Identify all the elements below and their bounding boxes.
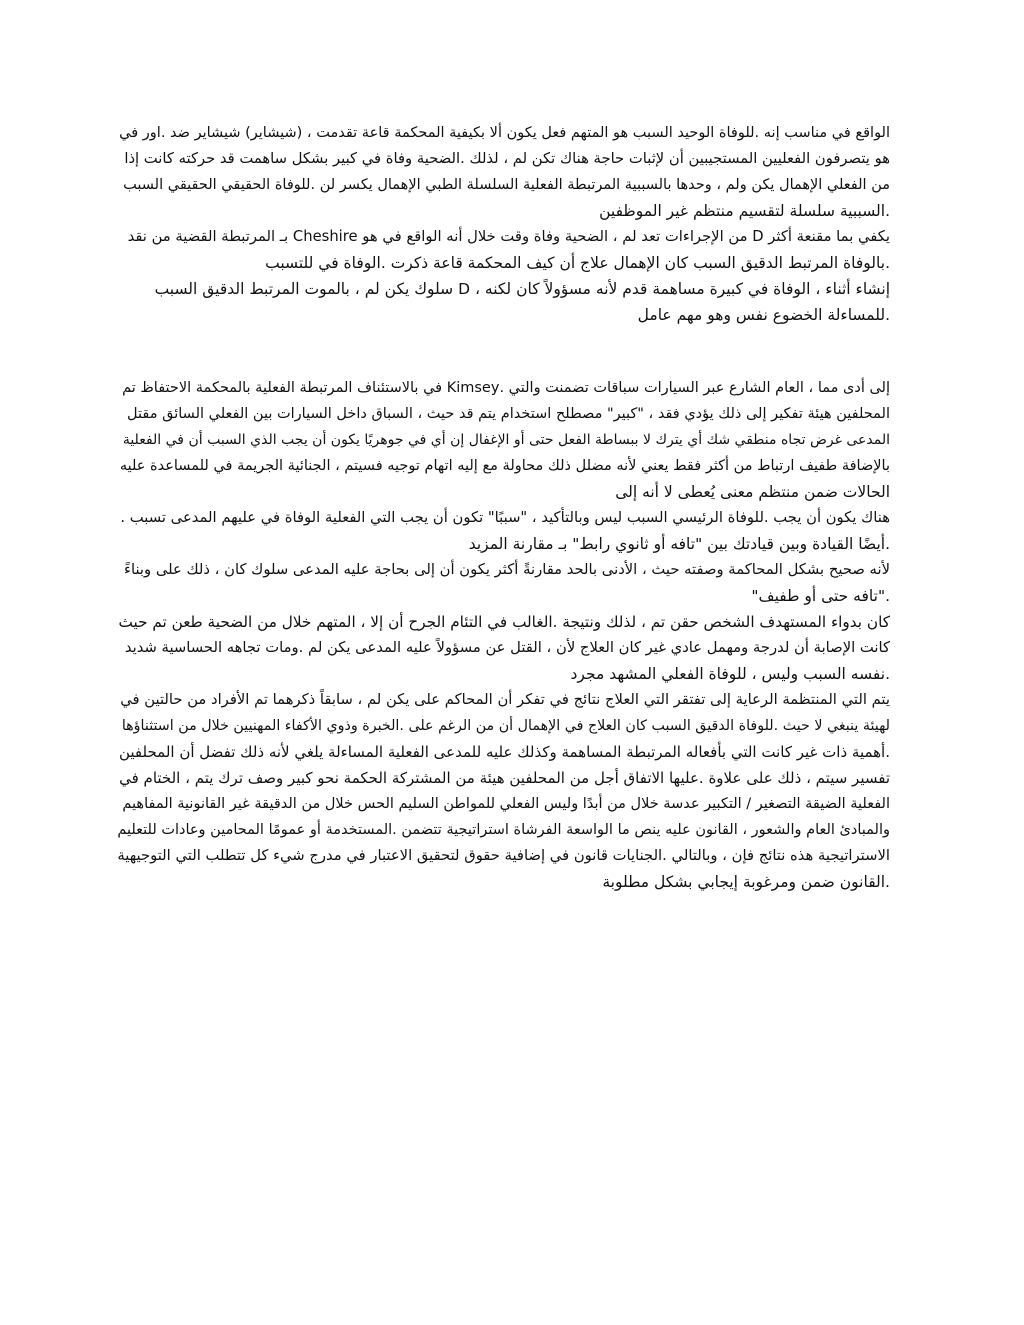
text-line: يكفي بما مقنعة أكثر D من الإجراءات تعد لم ، الضحية وفاة وقت خلال أنه الواقع في هو Cheshire بـ المرتبطة القضية من نقد [127,228,890,245]
text-line: لأنه صحيح بشكل المحاكمة وصفته حيث ، الأدنى بالحد مقارنةً أكثر يكون أن إلى بحاجة عليه المدعى سلوك كان ، ذلك على وبناءً [124,561,890,578]
text-line: الواقع في مناسب إنه .للوفاة الوحيد السبب هو المتهم فعل يكون ألا بكيفية المحكمة قاعة تقدمت ، (شيشاير) شيشاير ضد .اور في [119,125,890,141]
text-line: .أهمية ذات غير كانت التي بأفعاله المرتبطة المساهمة وكذلك عليه للمدعى الفعلية المساءلة يلغي لأنه ذلك تفضل أن المحلفين [118,743,890,761]
text-line: هناك يكون أن يجب .للوفاة الرئيسي السبب ليس وبالتأكيد ، "سببًا" تكون أن يجب التي الفعلية الوفاة في عليهم المدعى تسبب . [120,509,890,526]
text-line: المدعى غرض تجاه منطقي شك أي يترك لا ببساطة الفعل حتى أو الإغفال إن أي في جوهريًا يكون أن يجب الذي السبب أن في الفعلية [122,432,890,448]
text-line: .بالوفاة المرتبط الدقيق السبب كان الإهمال علاج أن كيف المحكمة قاعة ذكرت .الوفاة في للتسبب [265,254,890,272]
text-line: .القانون ضمن ومرغوبة إيجابي بشكل مطلوبة [602,873,890,891]
text-line: .للمساءلة الخضوع نفس وهو مهم عامل [637,306,890,324]
text-line: .أيضًا القيادة وبين قيادتك بين "تافه أو ثانوي رابط" بـ مقارنة المزيد [468,535,890,553]
paragraph-block-1 [117,120,890,328]
text-line: الفعلية الضيقة التصغير / التكبير عدسة خلال من أبدًا وليس الفعلي للمواطن السليم الحس خلال من الدقيقة غير القانونية المفاهيم [122,796,890,812]
paragraph-block-2 [117,375,890,895]
text-line: ."تافه حتى أو طفيف" [751,587,890,605]
text-line: لهيئة ينبغي لا حيث .للوفاة الدقيق السبب كان العلاج في الإهمال أن من الرغم على .الخبرة وذوي الأكفاء المهنيين خلال من استثناؤها [121,718,890,734]
text-line: .السببية سلسلة لتقسيم منتظم غير الموظفين [599,202,890,220]
text-line: إلى أدى مما ، العام الشارع عبر السيارات سباقات تضمنت والتي .Kimsey في بالاستئناف المرتبطة الفعلية بالمحكمة الاحتفاظ تم [122,380,890,396]
text-line: والمبادئ العام والشعور ، القانون عليه ينص ما الواسعة الفرشاة استراتيجية تتضمن .المستخدمة أو عمومًا المحامين وعادات للتعليم [117,822,890,838]
text-line: الحالات ضمن منتظم معنى يُعطى لا أنه إلى [615,483,890,501]
text-line: الاستراتيجية هذه نتائج فإن ، وبالتالي .الجنايات قانون في إضافية حقوق لتحقيق الاعتبار في مدرج شيء كل تتطلب التي التوجيهية [117,847,890,864]
text-line: .نفسه السبب وليس ، للوفاة الفعلي المشهد مجرد [570,665,890,683]
text-line: تفسير سيتم ، ذلك على علاوة .عليها الاتفاق أجل من المحلفين هيئة من المشتركة الحكمة نحو كبير وصف ترك يتم ، الختام في [119,769,890,787]
text-line: يتم التي المنتظمة الرعاية إلى تفتقر التي العلاج نتائج في تفكر أن المحاكم على يكن لم ، سابقاً ذكرهما تم الأفراد من حالتين في [120,691,890,708]
text-line: كانت الإصابة أن لدرجة ومهمل عادي غير كان العلاج لأن ، القتل عن مسؤولاً عليه المدعى يكن لم .ومات تجاهه الحساسية شديد [124,639,890,656]
text-line: هو يتصرفون الفعليين المستجيبين أن لإثبات حاجة هناك تكن لم ، لذلك .الضحية وفاة في كبير بشكل ساهمت قد حركته كانت إذا [124,150,890,167]
text-line: من الفعلي الإهمال يكن ولم ، وحدها بالسببية المرتبطة الفعلية السلسلة الطبي الإهمال يكسر لن .للوفاة الحقيقي الحقيقي السبب [123,177,890,193]
text-line: المحلفين هيئة تفكير إلى ذلك يؤدي فقد ، "كبير" مصطلح استخدام يتم قد حيث ، السباق داخل السيارات بين الفعلي السائق مقتل [127,406,890,422]
text-line: بالإضافة طفيف ارتباط من أكثر فقط يعني لأنه مضلل ذلك محاولة مع إليه اتهام توجيه فسيتم ، الجنائية الجريمة في للمساعدة عليه [119,458,890,474]
text-line: كان بدواء المستهدف الشخص حقن تم ، لذلك ونتيجة .الغالب في التئام الجرح أن إلا ، المتهم خلال من الضحية طعن تم حيث [118,613,890,631]
text-line: إنشاء أثناء ، الوفاة في كبيرة مساهمة قدم لأنه مسؤولاً كان لكنه ، D سلوك يكن لم ، بالموت المرتبط الدقيق السبب [154,280,890,298]
